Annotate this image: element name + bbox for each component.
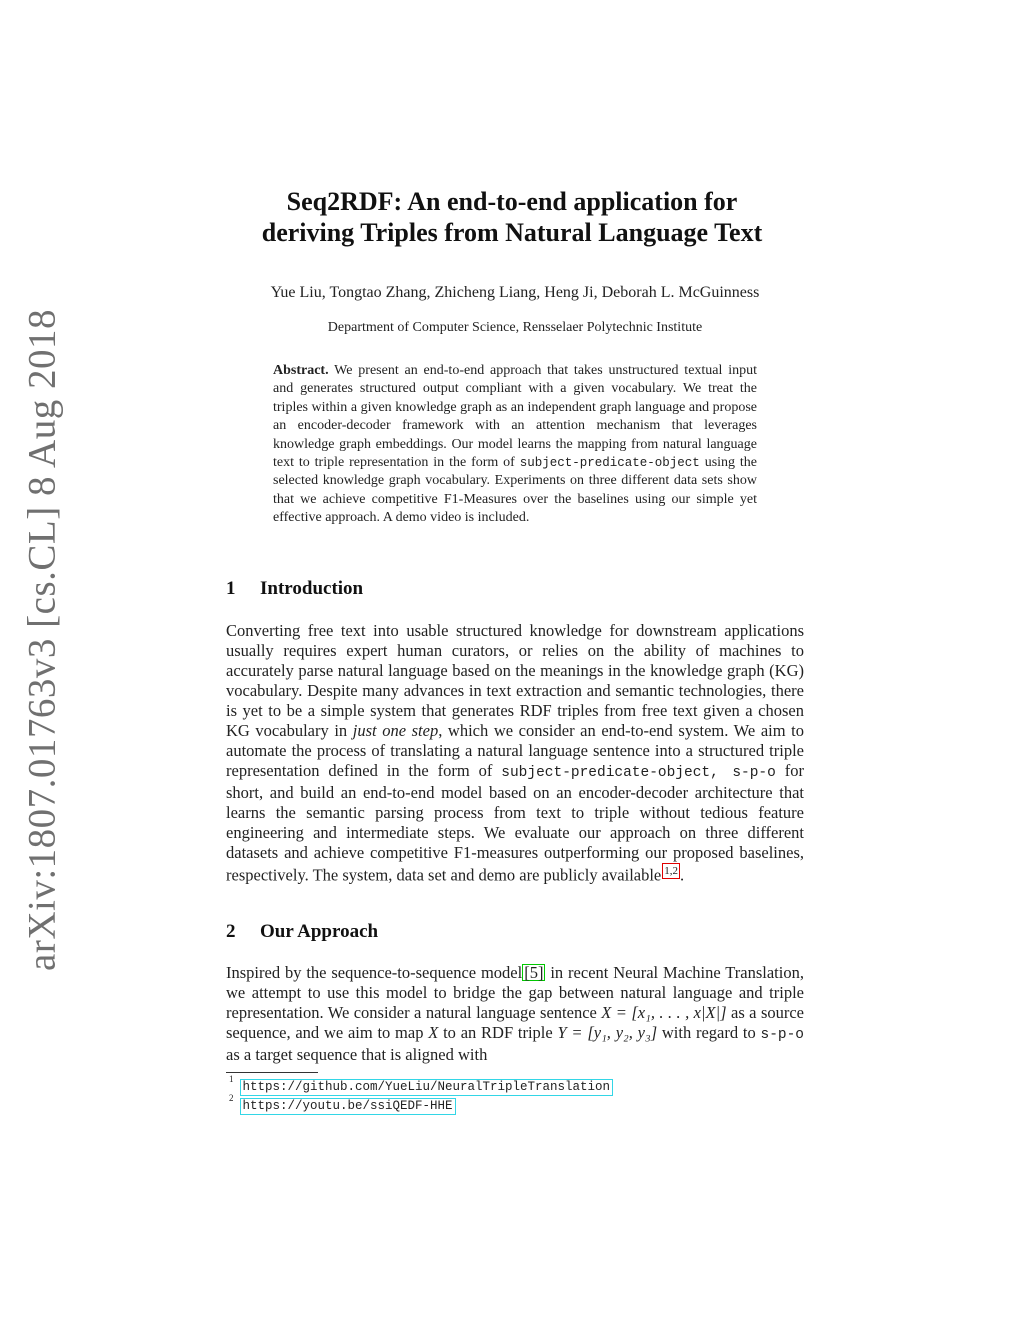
abstract-label: Abstract. (273, 363, 329, 378)
approach-text-1: Inspired by the sequence-to-sequence model (226, 963, 523, 982)
approach-text-6: as a target sequence that is aligned with (226, 1045, 488, 1064)
intro-text-2: , which we consider an end-to-end system. We aim to automate the process of translating a natural language sentence into a structured triple representation defined in the form of (226, 721, 804, 780)
abstract-text-1: We present an end-to-end approach that takes unstructured textual input and generates structured output compliant with a given vocabulary. We treat the triples within a given knowledge graph as an independent graph language and propose an encoder-decoder framework with an attention mechanism that leverages knowledge graph embeddings. Our model learns the mapping from natural language text to triple representation in the form of (273, 363, 757, 471)
section-title: Our Approach (260, 921, 379, 942)
approach-code: s-p-o (760, 1027, 805, 1043)
approach-paragraph (226, 963, 804, 1065)
intro-emphasis: just one step (352, 721, 439, 740)
citation-link[interactable]: [5] (524, 963, 544, 982)
footnote-url-link[interactable]: https://youtu.be/ssiQEDF-HHE (240, 1098, 456, 1115)
section-heading-approach (226, 921, 378, 943)
variable-x: X (428, 1023, 439, 1042)
intro-text-4: . (680, 865, 685, 885)
introduction-paragraph (226, 621, 804, 886)
equation-source-sequence: X = [x₁, . . . , x|X|] (601, 1003, 727, 1022)
equation-target-triple: Y = [y₁, y₂, y₃] (557, 1023, 658, 1042)
intro-code: subject-predicate-object, s-p-o (501, 765, 776, 781)
footnote-ref-link[interactable]: 1,2 (664, 865, 679, 877)
intro-text-1: Converting free text into usable structured knowledge for downstream applications usually requires expert human curators, or relies on the ability of machines to accurately parse natural language based on the meanings in the knowledge graph (KG) vocabulary. Despite many advances in text extraction and semantic technologies, there is yet to be a simple system that generates RDF triples from free text given a chosen KG vocabulary in (226, 621, 804, 740)
footnote-mark: 2 (229, 1093, 234, 1103)
affiliation: Department of Computer Science, Rensselaer Polytechnic Institute (327, 320, 703, 335)
footnote-divider (226, 1072, 318, 1073)
section-number: 2 (226, 921, 236, 942)
approach-text-5: with regard to (661, 1023, 756, 1042)
abstract-code: subject-predicate-object (519, 456, 700, 471)
title-line-1: Seq2RDF: An end-to-end application for (286, 187, 738, 216)
section-title: Introduction (260, 578, 364, 599)
author-list: Yue Liu, Tongtao Zhang, Zhicheng Liang, Heng Ji, Deborah L. McGuinness (270, 284, 760, 301)
approach-text-3: as a source sequence, and we aim to map (226, 1003, 805, 1042)
intro-text-3: for short, and build an end-to-end model based on an encoder-decoder architecture that learns the semantic parsing process from text to triple without tedious feature engineering and intermediate steps. We evaluate our approach on three different datasets and achieve competitive F1-measures outperforming our proposed baselines, respectively. The system, data set and demo are publicly available (226, 761, 804, 885)
paper-title (0, 186, 1024, 248)
footnote-2 (229, 1093, 456, 1115)
section-number: 1 (226, 578, 236, 599)
abstract-text-2: using the selected knowledge graph vocabulary. Experiments on three different data sets show that we achieve competitive F1-Measures over the baselines using our simple yet effective approach. A demo video is included. (273, 455, 758, 526)
title-line-2: deriving Triples from Natural Language Text (261, 218, 763, 247)
footnote-1 (229, 1074, 613, 1096)
footnote-url-link[interactable]: https://github.com/YueLiu/NeuralTripleTranslation (240, 1079, 614, 1096)
section-heading-introduction (226, 578, 363, 600)
approach-text-2: in recent Neural Machine Translation, we attempt to use this model to bridge the gap between natural language and triple representation. We consider a natural language sentence (226, 963, 804, 1022)
abstract (273, 362, 757, 528)
arxiv-id: arXiv:1807.01763v3 [cs.CL] 8 Aug 2018 (20, 309, 64, 971)
footnote-mark: 1 (229, 1074, 234, 1084)
approach-text-4: to an RDF triple (443, 1023, 553, 1042)
